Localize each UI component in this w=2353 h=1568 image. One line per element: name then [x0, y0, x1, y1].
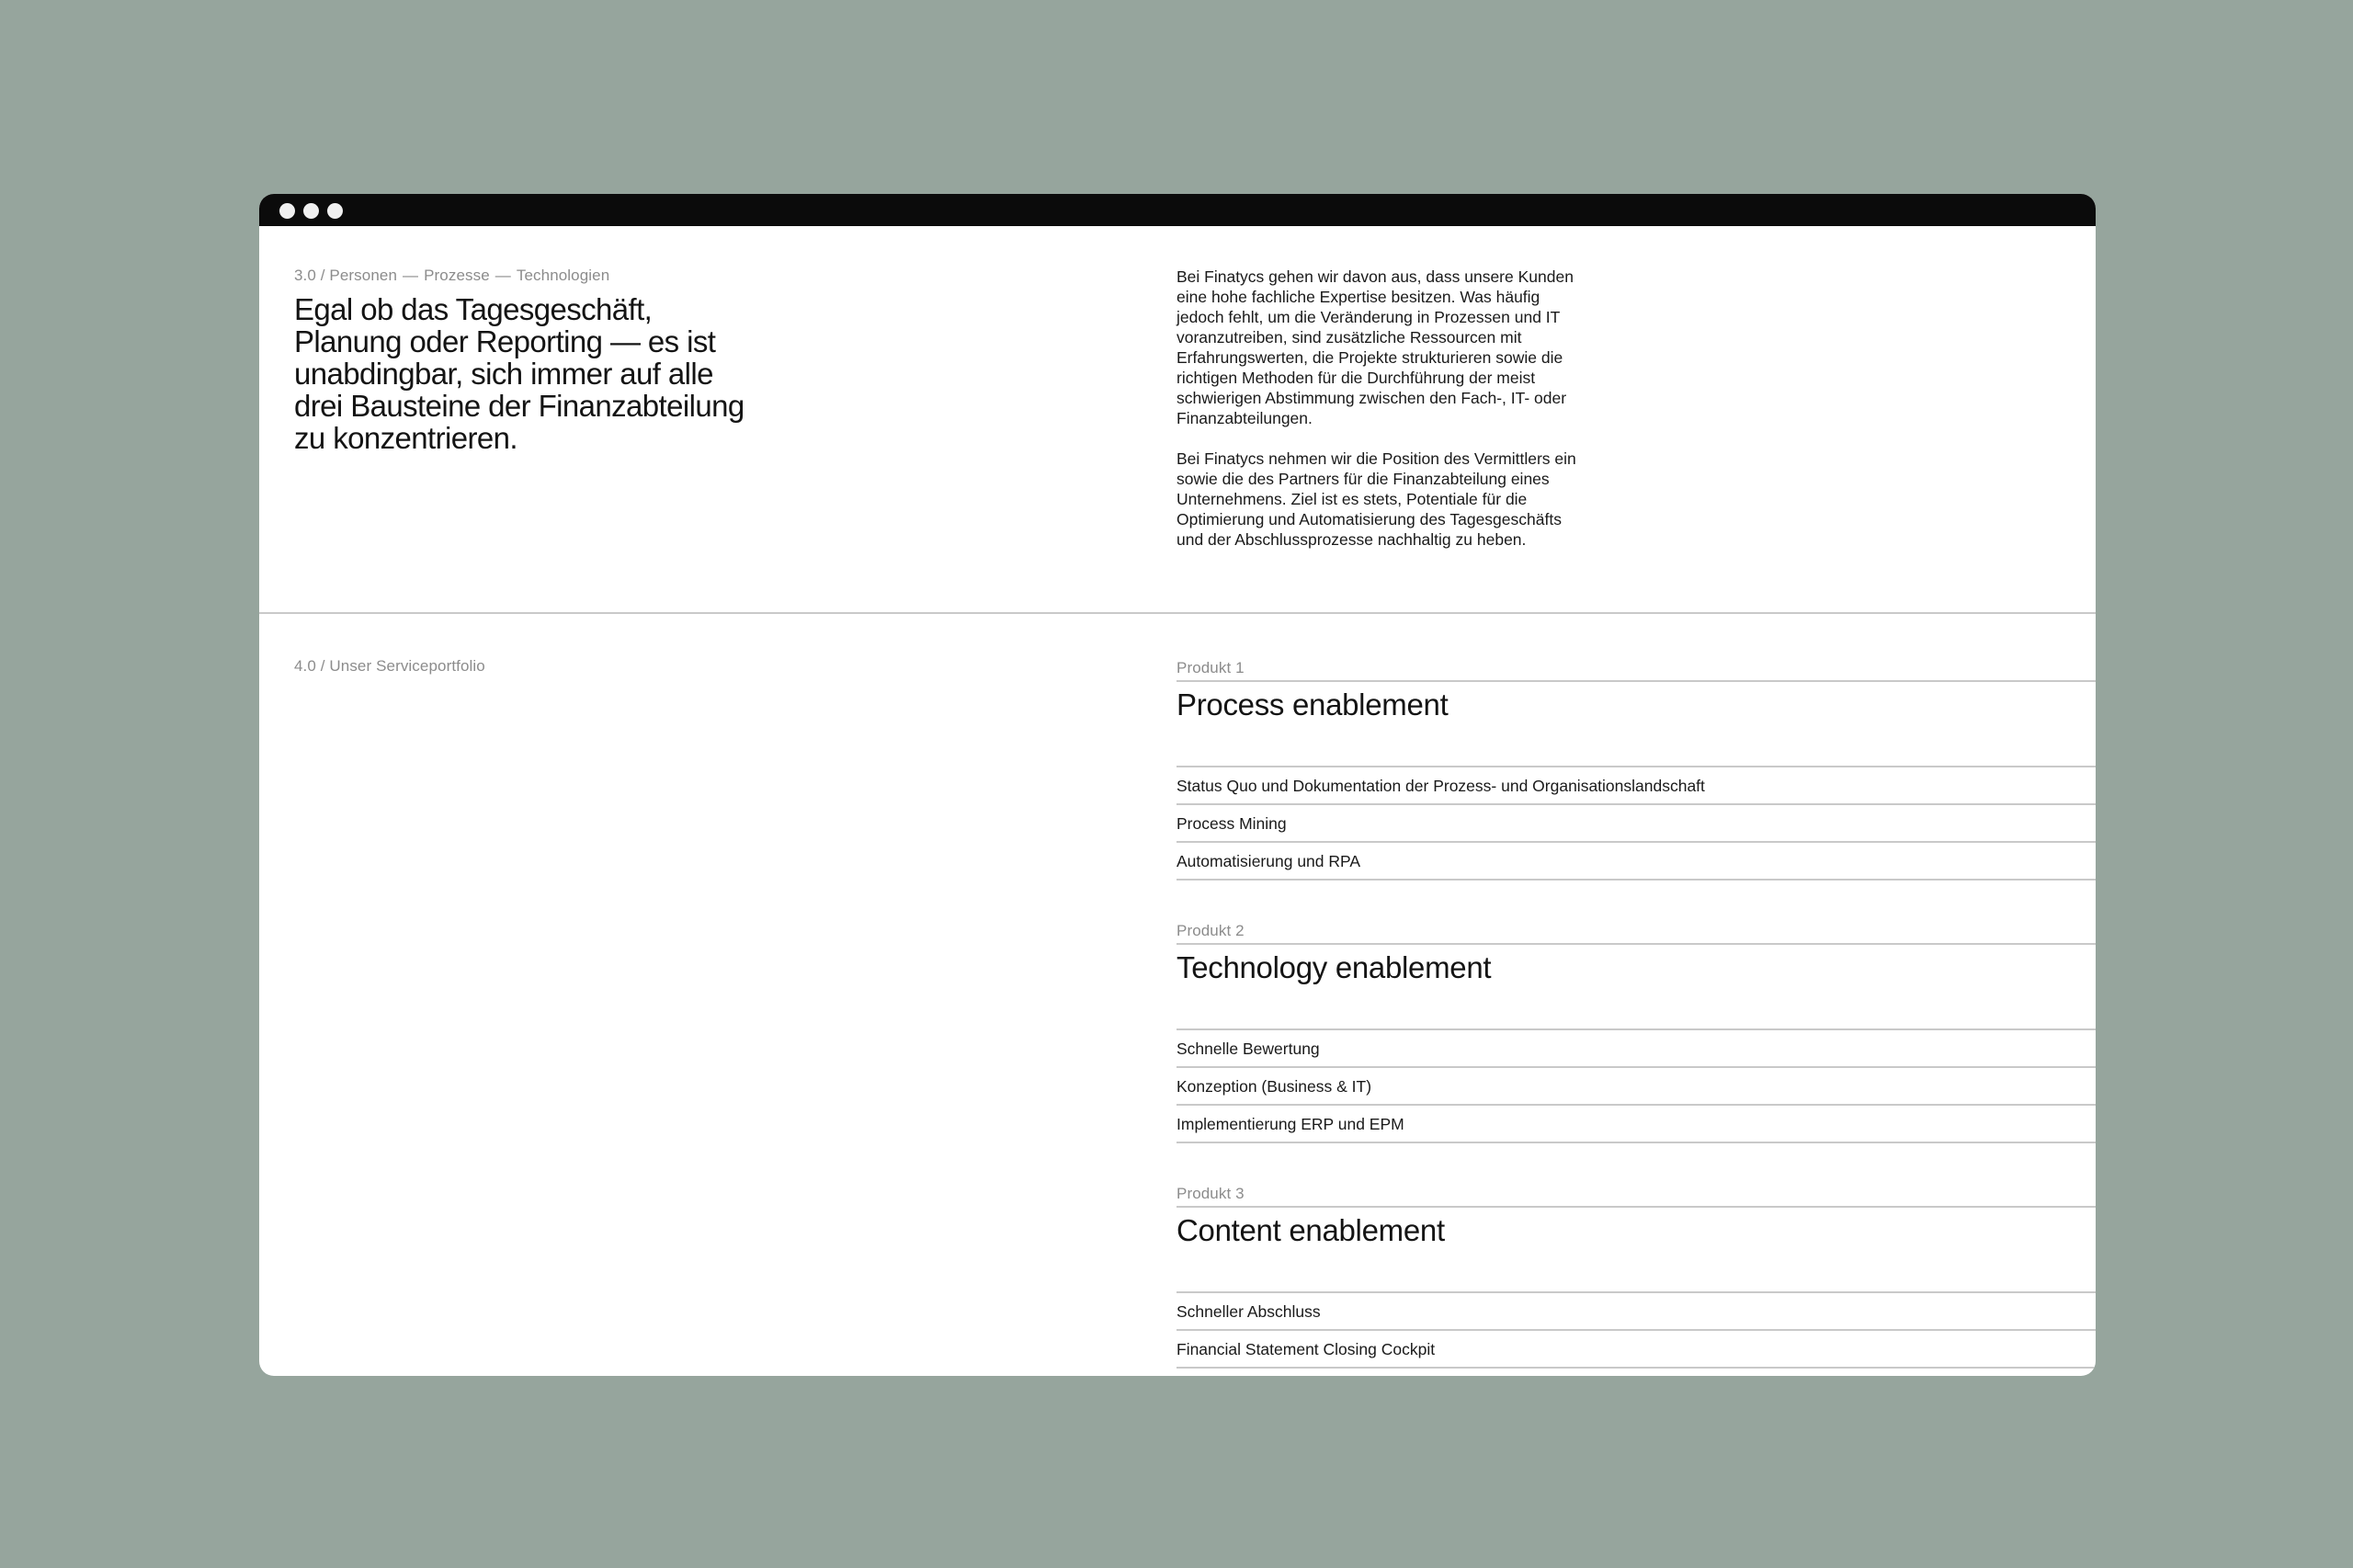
product-title[interactable]: Content enablement — [1176, 1206, 2096, 1293]
window-minimize-dot-icon[interactable] — [303, 203, 319, 219]
product-item[interactable]: Implementierung ERP und EPM — [1176, 1106, 2096, 1143]
body-line: Bei Finatycs gehen wir davon aus, dass unsere Kunden — [1176, 267, 1574, 286]
body-line: und der Abschlussprozesse nachhaltig zu heben. — [1176, 530, 1527, 549]
product-1 — [1176, 657, 2096, 920]
body-line: Erfahrungswerten, die Projekte strukturieren sowie die — [1176, 348, 1563, 367]
body-line: Bei Finatycs nehmen wir die Position des Vermittlers ein — [1176, 449, 1576, 468]
body-line: voranzutreiben, sind zusätzliche Ressourcen mit — [1176, 328, 1522, 347]
browser-window — [259, 194, 2096, 1376]
product-item[interactable]: Schneller Abschluss — [1176, 1293, 2096, 1331]
section-divider — [259, 612, 2096, 614]
product-item[interactable]: Automatisierung und RPA — [1176, 843, 2096, 881]
product-title[interactable]: Technology enablement — [1176, 943, 2096, 1030]
body-line: Finanzabteilungen. — [1176, 409, 1313, 427]
product-2 — [1176, 920, 2096, 1183]
body-line: jedoch fehlt, um die Veränderung in Prozessen und IT — [1176, 308, 1561, 326]
label-separator: — — [494, 267, 511, 284]
body-paragraph-2 — [1176, 449, 1654, 550]
product-title[interactable]: Process enablement — [1176, 680, 2096, 767]
section-3-part-personen: Personen — [329, 267, 397, 284]
body-paragraph-1 — [1176, 267, 1654, 428]
window-maximize-dot-icon[interactable] — [327, 203, 343, 219]
headline-line: Egal ob das Tagesgeschäft, — [294, 292, 653, 326]
product-item[interactable]: Konzeption (Business & IT) — [1176, 1068, 2096, 1106]
window-close-dot-icon[interactable] — [279, 203, 295, 219]
body-line: schwierigen Abstimmung zwischen den Fach-, IT- oder — [1176, 389, 1567, 407]
section-3-part-prozesse: Prozesse — [424, 267, 490, 284]
headline-line: unabdingbar, sich immer auf alle — [294, 357, 713, 391]
body-line: sowie die des Partners für die Finanzabteilung eines — [1176, 470, 1550, 488]
body-line: eine hohe fachliche Expertise besitzen. Was häufig — [1176, 288, 1540, 306]
product-item[interactable]: Schnelle Bewertung — [1176, 1030, 2096, 1068]
section-3-body — [1176, 267, 1654, 570]
headline-line: drei Bausteine der Finanzabteilung — [294, 389, 745, 423]
headline-line: Planung oder Reporting — es ist — [294, 324, 716, 358]
section-3-number: 3.0 / — [294, 267, 325, 284]
section-3-label — [294, 267, 609, 285]
label-separator: — — [403, 267, 419, 284]
window-titlebar — [259, 194, 2096, 226]
headline-line: zu konzentrieren. — [294, 421, 517, 455]
product-item[interactable]: Financial Statement Closing Cockpit — [1176, 1331, 2096, 1369]
product-label: Produkt 2 — [1176, 922, 1245, 939]
section-3-part-technologien: Technologien — [516, 267, 610, 284]
product-label: Produkt 1 — [1176, 659, 1245, 676]
product-label: Produkt 3 — [1176, 1185, 1245, 1202]
section-3-headline — [294, 293, 809, 454]
product-item[interactable]: Status Quo und Dokumentation der Prozess- und Organisationslandschaft — [1176, 767, 2096, 805]
section-4-label: 4.0 / Unser Serviceportfolio — [294, 657, 485, 675]
body-line: Optimierung und Automatisierung des Tagesgeschäfts — [1176, 510, 1562, 528]
product-3 — [1176, 1183, 2096, 1376]
service-portfolio — [1176, 657, 2096, 1376]
body-line: richtigen Methoden für die Durchführung der meist — [1176, 369, 1536, 387]
product-item[interactable]: Process Mining — [1176, 805, 2096, 843]
body-line: Unternehmens. Ziel ist es stets, Potentiale für die — [1176, 490, 1528, 508]
